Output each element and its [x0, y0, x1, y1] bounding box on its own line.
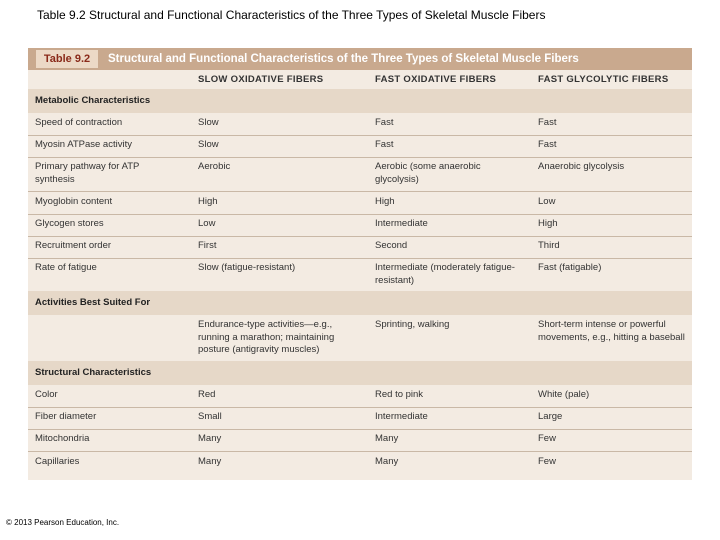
table-cell: First	[198, 240, 217, 251]
table-cell: High	[375, 196, 395, 207]
row-divider	[28, 407, 692, 408]
table-cell: Low	[198, 218, 216, 229]
row-label: Primary pathway for ATP synthesis	[35, 161, 140, 185]
table-cell: Fast	[538, 117, 557, 128]
row-label: Myosin ATPase activity	[35, 139, 132, 150]
row-label: Color	[35, 389, 58, 400]
table-cell: Many	[375, 456, 399, 467]
table-cell: Many	[375, 433, 399, 444]
section-structural-characteristics	[28, 361, 692, 385]
table-cell: Slow	[198, 139, 219, 150]
slide-title: Table 9.2 Structural and Functional Characteristics of the Three Types of Skeletal Muscle Fibers	[37, 8, 546, 22]
section-activities-best-suited-for	[28, 291, 692, 315]
table-cell: Few	[538, 433, 556, 444]
row-divider	[28, 236, 692, 237]
table-cell: Anaerobic glycolysis	[538, 161, 625, 172]
table-cell: Slow	[198, 117, 219, 128]
table-cell: Many	[198, 433, 222, 444]
row-label: Speed of contraction	[35, 117, 123, 128]
table-cell: Third	[538, 240, 560, 251]
table-cell: Intermediate	[375, 218, 428, 229]
table-cell: High	[538, 218, 558, 229]
table-cell: Fast	[375, 117, 394, 128]
table-cell: Red to pink	[375, 389, 424, 400]
row-divider	[28, 135, 692, 136]
table-label: Table 9.2	[36, 50, 98, 68]
column-header-slow-oxidative: SLOW OXIDATIVE FIBERS	[198, 74, 324, 85]
section-metabolic-characteristics	[28, 89, 692, 113]
table-title-bar	[28, 48, 692, 70]
table-cell: Intermediate	[375, 411, 428, 422]
table-cell: Red	[198, 389, 216, 400]
table-cell: Aerobic	[198, 161, 231, 172]
column-header-fast-glycolytic: FAST GLYCOLYTIC FIBERS	[538, 74, 669, 85]
row-divider	[28, 451, 692, 452]
section-title: Metabolic Characteristics	[35, 95, 151, 106]
row-label: Mitochondria	[35, 433, 90, 444]
table-cell: Fast	[538, 139, 557, 150]
section-title: Structural Characteristics	[35, 367, 152, 378]
row-divider	[28, 258, 692, 259]
copyright-notice: © 2013 Pearson Education, Inc.	[6, 518, 120, 527]
row-label: Myoglobin content	[35, 196, 113, 207]
table-cell: Second	[375, 240, 408, 251]
table-cell: Many	[198, 456, 222, 467]
row-label: Rate of fatigue	[35, 262, 97, 273]
row-divider	[28, 191, 692, 192]
column-header-fast-oxidative: FAST OXIDATIVE FIBERS	[375, 74, 497, 85]
table-cell: Few	[538, 456, 556, 467]
row-divider	[28, 214, 692, 215]
table-cell: Fast	[375, 139, 394, 150]
section-title: Activities Best Suited For	[35, 297, 151, 308]
row-label: Capillaries	[35, 456, 80, 467]
table-cell: Small	[198, 411, 222, 422]
row-label: Fiber diameter	[35, 411, 97, 422]
table-cell: Sprinting, walking	[375, 319, 450, 330]
table-title: Structural and Functional Characteristics of the Three Types of Skeletal Muscle Fibers	[108, 53, 579, 65]
row-divider	[28, 429, 692, 430]
table-cell: Aerobic (some anaerobic glycolysis)	[375, 161, 481, 185]
table-cell: Endurance-type activities—e.g., running a marathon; maintaining posture (antigravity muscles)	[198, 319, 335, 355]
table-cell: High	[198, 196, 218, 207]
table-cell: Large	[538, 411, 563, 422]
row-label: Recruitment order	[35, 240, 112, 251]
row-label: Glycogen stores	[35, 218, 104, 229]
table-cell: Short-term intense or powerful movements, e.g., hitting a baseball	[538, 319, 685, 343]
table-cell: Intermediate (moderately fatigue-resistant)	[375, 262, 515, 286]
table-cell: Slow (fatigue-resistant)	[198, 262, 296, 273]
table-cell: Low	[538, 196, 556, 207]
row-divider	[28, 157, 692, 158]
muscle-fiber-table	[28, 48, 692, 480]
table-cell: Fast (fatigable)	[538, 262, 602, 273]
table-cell: White (pale)	[538, 389, 590, 400]
